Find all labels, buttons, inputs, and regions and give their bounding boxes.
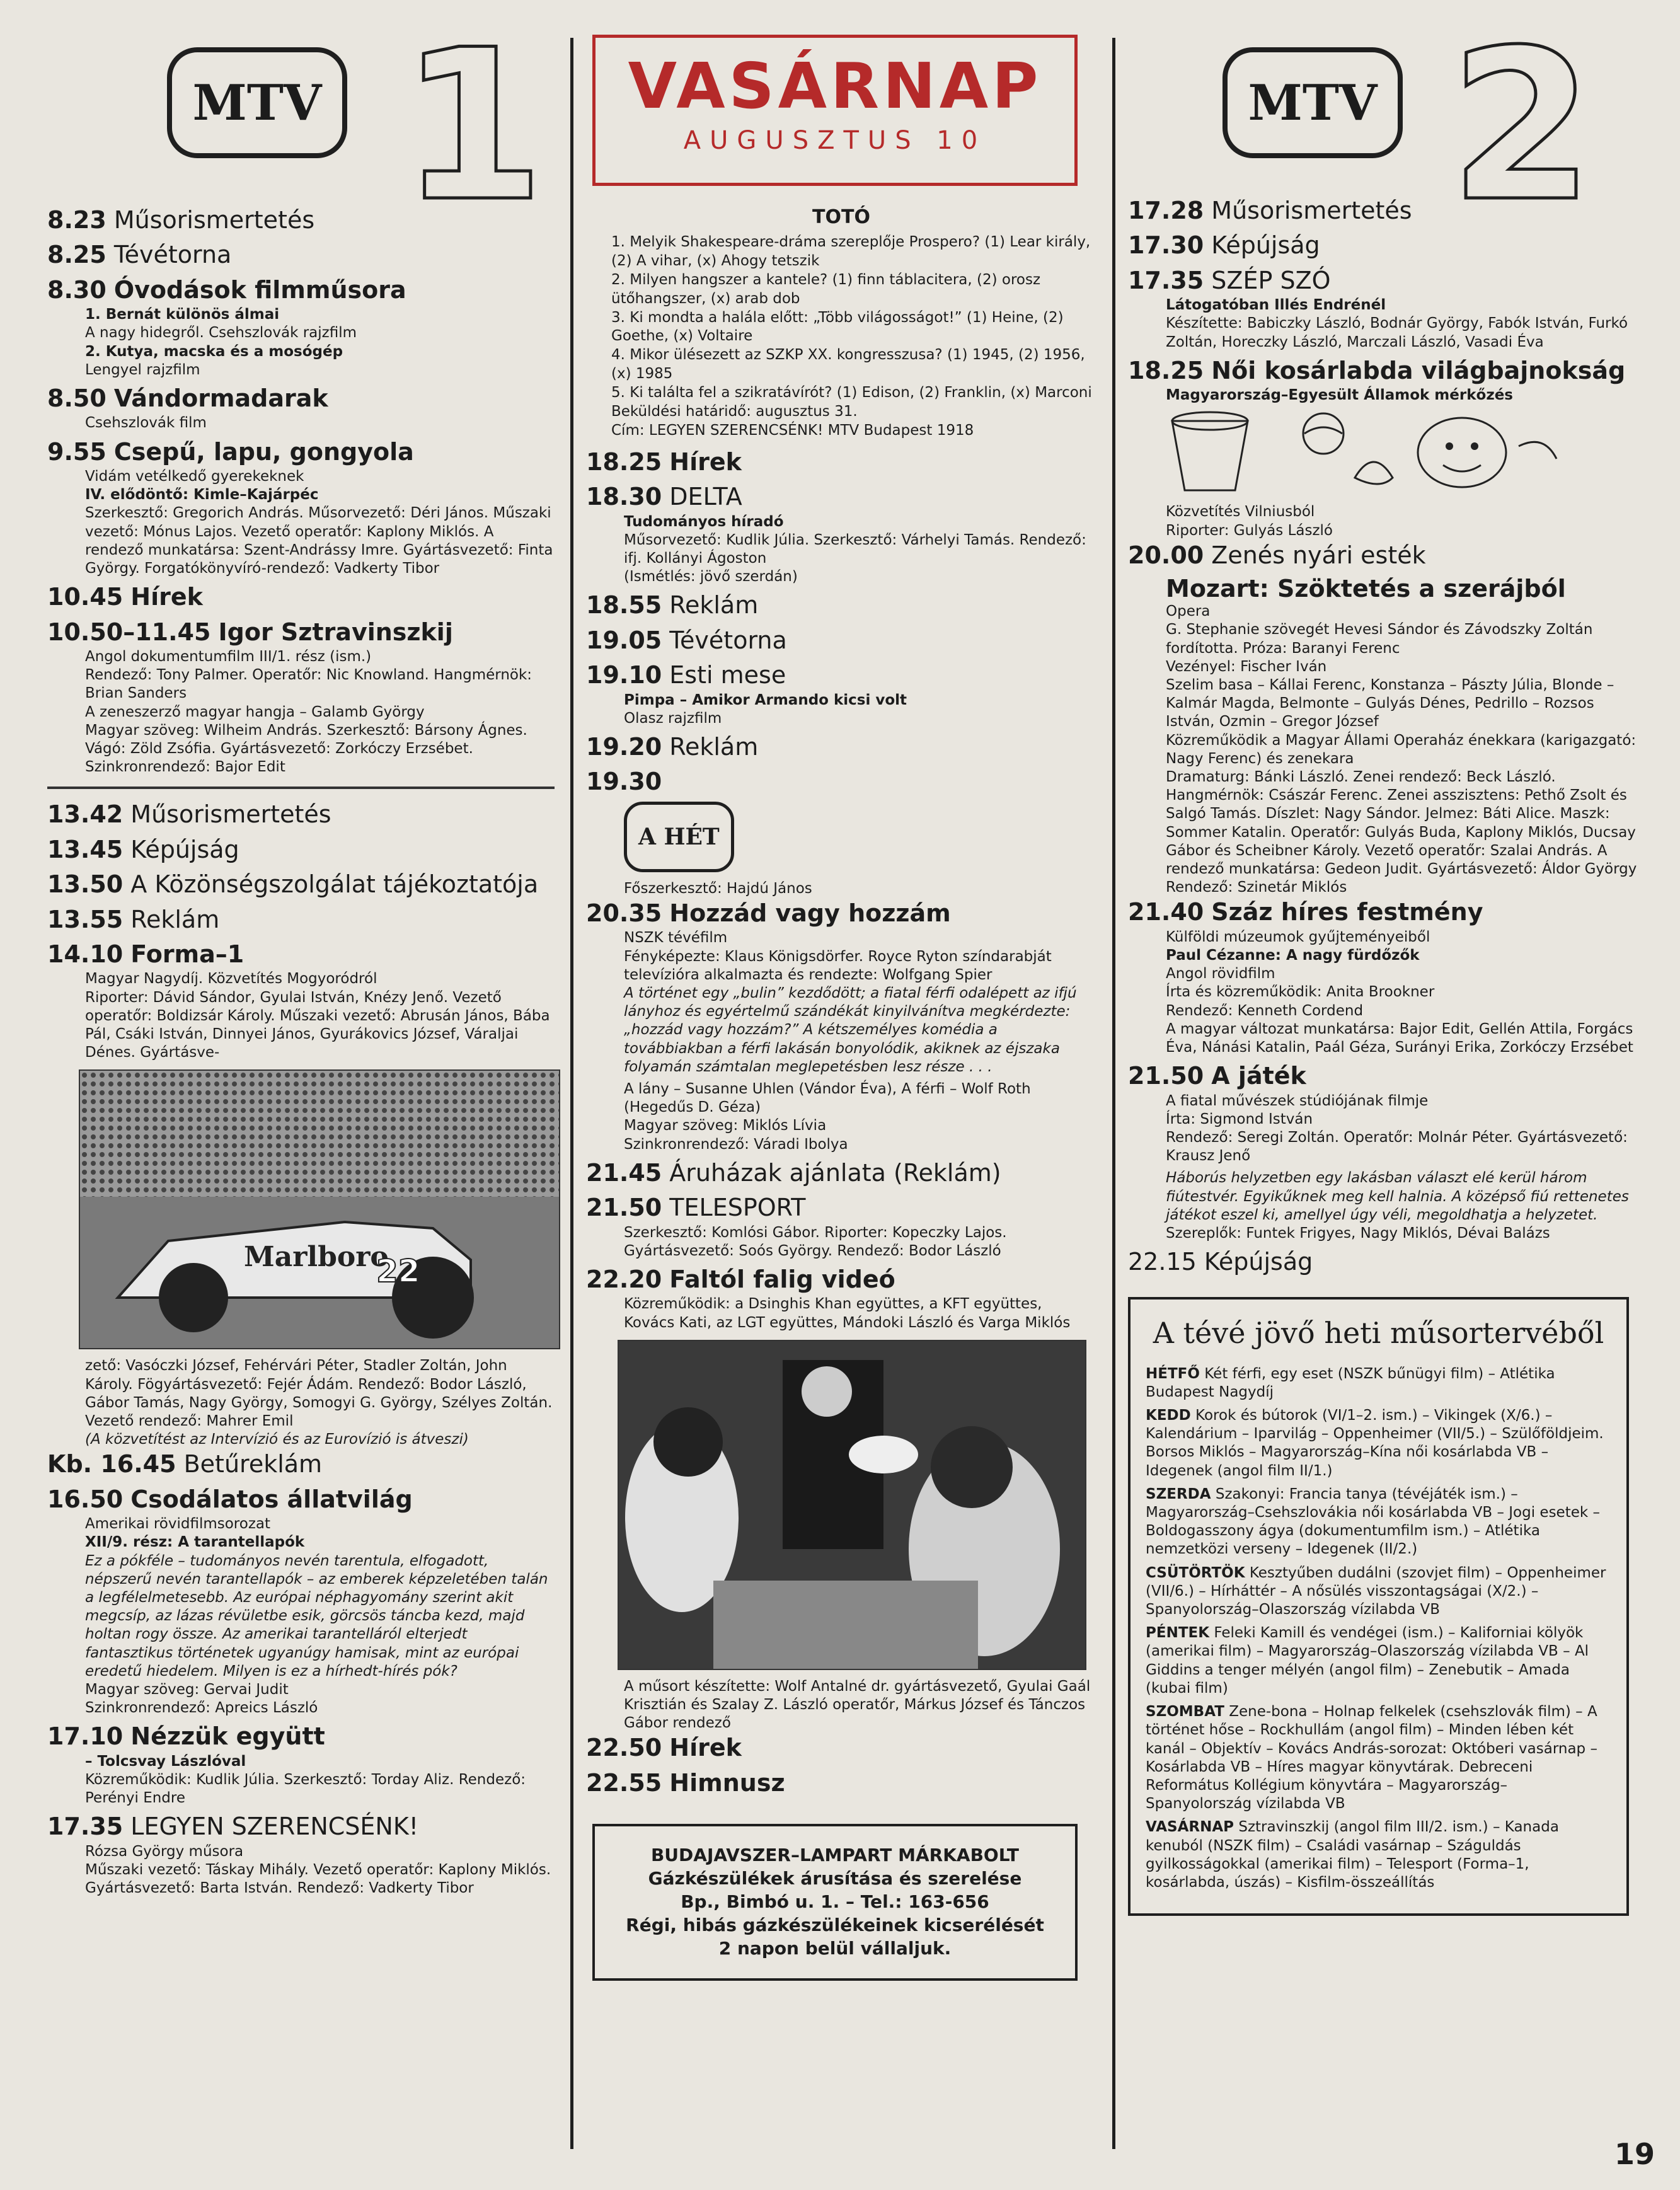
program-detail: Írta és közreműködik: Anita Brookner xyxy=(1166,984,1435,1001)
program-entry xyxy=(47,834,555,865)
program-time: 17.35 xyxy=(47,1813,124,1841)
program-time: 16.50 xyxy=(47,1485,124,1513)
program-title xyxy=(1128,897,1642,928)
program-time: 18.25 xyxy=(586,447,662,476)
program-detail: Paul Cézanne: A nagy fürdőzők xyxy=(1166,947,1420,964)
program-name: Reklám xyxy=(669,591,759,620)
program-time: 21.50 xyxy=(586,1194,662,1222)
program-entry xyxy=(47,582,555,613)
ahet-editor: Főszerkesztő: Hajdú János xyxy=(624,880,812,897)
program-detail: Riporter: Gulyás László xyxy=(1166,522,1333,539)
program-name: Faltól falig videó xyxy=(669,1265,895,1293)
program-name: Esti mese xyxy=(669,661,786,689)
next-week-day xyxy=(1146,1407,1611,1480)
program-name: Óvodások filmműsora xyxy=(113,275,406,304)
program-name: Műsorismertetés xyxy=(113,206,315,234)
date-label: AUGUSZTUS 10 xyxy=(683,126,987,155)
program-detail: A magyar változat munkatársa: Bajor Edit, Gellén Attila, Forgács Éva, Nánási Katalin, Paál Géza, Surányi Erika, Zorkóczy Erzsébet xyxy=(1166,1020,1633,1056)
day-programs: Kesztyűben dudálni (szovjet film) – Oppenheimer (VII/6.) – Hírháttér – A nősülés visszontagságai (X/2.) – Spanyolország–Olaszország vízilabda VB xyxy=(1146,1564,1606,1618)
program-title xyxy=(1128,265,1642,296)
toto-quiz xyxy=(611,205,1096,441)
program-time: 18.30 xyxy=(586,483,662,511)
program-title xyxy=(586,660,1096,691)
program-list-evening xyxy=(47,1449,555,1898)
program-name: Betűreklám xyxy=(183,1450,323,1478)
program-detail: Riporter: Dávid Sándor, Gyulai István, Knézy Jenő. Vezető operatőr: Boldizsár Károly. Műszaki vezető: Abrusán János, Bába Pál, Csáki István, Dinnyei János, Gyurákovics József, Váraljai Dénes. Gyártásve- xyxy=(85,989,550,1061)
program-entry xyxy=(586,625,1096,656)
mozart-block xyxy=(1166,575,1642,602)
program-entry xyxy=(1128,1061,1642,1165)
column-divider-left xyxy=(570,38,573,2149)
program-time: 19.20 xyxy=(586,732,662,761)
ad-line: Régi, hibás gázkészülékeinek kicserélését xyxy=(626,1915,1044,1936)
program-title xyxy=(586,590,1096,621)
toto-question: 4. Mikor ülésezett az SZKP XX. kongresszusa? (1) 1945, (2) 1956, (x) 1985 xyxy=(611,347,1085,383)
program-detail: Magyarország–Egyesült Államok mérkőzés xyxy=(1166,387,1513,404)
program-detail: A lány – Susanne Uhlen (Vándor Éva), A férfi – Wolf Roth (Hegedűs D. Géza) xyxy=(624,1080,1031,1116)
program-entry xyxy=(47,799,555,830)
day-programs: Korok és bútorok (VI/1–2. ism.) – Vikingek (X/6.) – Kalendárium – Iparvilág – Oppenheimer (VII/5.) – Szülőföldjeim. Borsos Miklós – Magyarország–Kína női kosárlabda VB – Idegenek (angol film II/1.) xyxy=(1146,1407,1604,1479)
next-week-day xyxy=(1146,1485,1611,1559)
program-title xyxy=(47,383,555,414)
program-detail: – Tolcsvay Lászlóval xyxy=(85,1753,246,1770)
mozart-title: Mozart: Szöktetés a szerájból xyxy=(1166,575,1566,603)
program-name: A játék xyxy=(1211,1062,1306,1090)
program-time: 8.23 xyxy=(47,206,106,234)
next-week-day xyxy=(1146,1564,1611,1620)
program-name: Hírek xyxy=(669,447,742,476)
program-detail: Dramaturg: Bánki László. Zenei rendező: Beck László. Hangmérnök: Császár Ferenc. Zenei asszisztens: Pethő Zsolt és Salgó Tamás. Díszlet: Nagy Sándor. Jelmez: Báti Alice. Maszk: Sommer Katalin. Operatőr: Gulyás Buda, Kaplony Miklós, Ducsay Gábor és Scheibner Károly. Vezető operatőr: Szalai András. A rendező munkatársa: Gedeon Judit. Gyártásvezető: Áldor György xyxy=(1166,769,1637,878)
program-time: 13.50 xyxy=(47,870,124,899)
program-name: Hozzád vagy hozzám xyxy=(669,899,951,927)
program-entry xyxy=(47,1484,555,1718)
restaurant-scene-image xyxy=(619,1341,1085,1669)
day-programs: Sztravinszkij (angol film III/2. ism.) – Kanada kenuból (NSZK film) – Családi vasárnap – Száguldás gyilkosságokkal (amerikai film) – Telesport (Forma–1, kosárlabda, úszás) – Kisfilm-összeállítás xyxy=(1146,1819,1559,1891)
program-detail: Magyar szöveg: Miklós Lívia xyxy=(624,1117,827,1134)
program-time: 20.35 xyxy=(586,899,662,927)
program-entry xyxy=(586,481,1096,586)
program-title xyxy=(586,732,1096,763)
race-car-image xyxy=(80,1071,559,1348)
program-list-morning xyxy=(47,205,555,776)
program-entry xyxy=(586,1158,1096,1189)
program-detail: Szerkesztő: Komlósi Gábor. Riporter: Kopeczky Lajos. Gyártásvezető: Soós György. Rendező: Bodor László xyxy=(624,1224,1007,1259)
program-entry xyxy=(1128,540,1642,571)
program-title xyxy=(47,939,555,970)
program-entry xyxy=(586,660,1096,728)
program-time: 8.50 xyxy=(47,384,106,412)
program-title xyxy=(586,1158,1096,1189)
program-time: 9.55 xyxy=(47,437,106,466)
program-name: SZÉP SZÓ xyxy=(1211,266,1331,294)
program-entry xyxy=(1128,265,1642,352)
channel-number: 2 xyxy=(1449,5,1594,247)
program-name: Műsorismertetés xyxy=(130,800,331,829)
program-entry xyxy=(586,590,1096,621)
program-title xyxy=(586,447,1096,478)
program-detail: Rendező: Seregi Zoltán. Operatőr: Molnár Péter. Gyártásvezető: Krausz Jenő xyxy=(1166,1129,1628,1165)
program-detail: Lengyel rajzfilm xyxy=(85,361,200,378)
formula1-photo xyxy=(79,1069,560,1349)
a-het-logo: A HÉT xyxy=(624,802,734,872)
next-week-list xyxy=(1146,1365,1611,1892)
program-detail: Közreműködik a Magyar Állami Operaház énekkara (karigazgató: Nagy Ferenc) és zenekara xyxy=(1166,732,1637,767)
next-week-day xyxy=(1146,1365,1611,1402)
program-time: 8.25 xyxy=(47,241,106,269)
video-show-photo xyxy=(618,1340,1086,1670)
program-entry xyxy=(47,437,555,579)
program-time: 18.55 xyxy=(586,591,662,620)
program-detail: Fényképezte: Klaus Königsdörfer. Royce Ryton színdarabját televízióra alkalmazta és rendezte: Wolfgang Spier xyxy=(624,948,1052,983)
program-detail: Angol rövidfilm xyxy=(1166,965,1275,983)
program-title xyxy=(586,898,1096,929)
program-name: A Közönségszolgálat tájékoztatója xyxy=(130,870,539,899)
program-detail: Olasz rajzfilm xyxy=(624,710,722,727)
program-time: 13.55 xyxy=(47,905,124,933)
program-detail: Műsorvezető: Kudlik Júlia. Szerkesztő: Várhelyi Tamás. Rendező: ifj. Kollányi Ágoston xyxy=(624,531,1086,567)
ad-line: BUDAJAVSZER–LAMPART MÁRKABOLT xyxy=(650,1845,1020,1866)
program-name: Női kosárlabda világbajnokság xyxy=(1211,356,1626,384)
program-title xyxy=(1128,1061,1642,1092)
program-time: 10.50–11.45 xyxy=(47,618,211,646)
program-title xyxy=(47,617,555,648)
next-week-day xyxy=(1146,1624,1611,1698)
ad-line: 2 napon belül vállaljuk. xyxy=(718,1937,952,1959)
program-entry xyxy=(586,1192,1096,1260)
program-entry xyxy=(47,939,555,1062)
program-title xyxy=(47,437,555,468)
day-name: KEDD xyxy=(1146,1407,1191,1424)
program-detail: Pimpa – Amikor Armando kicsi volt xyxy=(624,691,907,708)
program-entry xyxy=(586,732,1096,763)
program-detail: Szerkesztő: Gregorich András. Műsorvezető: Déri János. Műszaki vezető: Mónus Lajos. Vezető operatőr: Kaplony Miklós. A rendező munkatársa: Szent-Andrássy Imre. Gyártásvezető: Finta György. Forgatókönyvíró-rendező: Vadkerty Tibor xyxy=(85,505,553,577)
program-time: 21.45 xyxy=(586,1158,662,1187)
program-time: 20.00 xyxy=(1128,541,1204,569)
program-detail: A fiatal művészek stúdiójának filmje xyxy=(1166,1092,1429,1109)
basketball-illustration xyxy=(1166,408,1642,503)
program-detail: Szelim basa – Kállai Ferenc, Konstanza – Pászty Júlia, Blonde – Kalmár Magda, Belmonte – Gulyás Dénes, Pedrillo – Rozsos István, Ozmin – Gregor József xyxy=(1166,676,1614,730)
program-entry xyxy=(47,1811,555,1898)
page-number: 19 xyxy=(1614,2137,1655,2171)
next-week-title: A tévé jövő heti műsortervéből xyxy=(1153,1315,1604,1350)
toto-question: 3. Ki mondta a halála előtt: „Több világosságot!” (1) Heine, (2) Goethe, (x) Voltaire xyxy=(611,309,1064,345)
program-list-b xyxy=(1128,540,1642,571)
program-detail: Írta: Sigmond István xyxy=(1166,1110,1313,1127)
program-detail: Közvetítés Vilniusból xyxy=(1166,504,1315,521)
cartoon-drawing xyxy=(1166,408,1620,503)
program-name: Száz híres festmény xyxy=(1211,898,1483,926)
program-title xyxy=(47,799,555,830)
program-time: 22.20 xyxy=(586,1265,662,1293)
program-entry xyxy=(586,1732,1096,1763)
day-name: VASÁRNAP xyxy=(1146,1819,1234,1836)
day-programs: Zene-bona – Holnap felkelek (csehszlovák film) – A történet hőse – Rockhullám (angol film) – Minden lében két kanál – Objektív – Kovács András-sorozat: Októberi vasárnap – Kosárlabda VB – Híres magyar könyvtárak. Debreceni Református Kollégium könyvtára – Magyarország–Spanyolország vízilabda VB xyxy=(1146,1703,1597,1813)
program-time: 19.05 xyxy=(586,626,662,654)
program-time: 21.50 xyxy=(1128,1062,1204,1090)
toto-questions xyxy=(611,233,1096,441)
film-synopsis: A történet egy „bulin” kezdődött; a fiatal férfi odalépett az ifjú lányhoz és egyértelmű szándékát kinyilvánítva megkérdezte: „hozzád vagy hozzám?” A kétszemélyes komédia a továbbiakban a férfi lakásán bonyolódik, akiknek az éjszaka folyamán számtalan meglepetésben lesz része . . . xyxy=(624,984,1077,1075)
program-title xyxy=(1128,540,1642,571)
program-time: 8.30 xyxy=(47,275,106,304)
day-name: SZERDA xyxy=(1146,1485,1211,1502)
program-name: Igor Sztravinszkij xyxy=(218,618,453,646)
program-name: Vándormadarak xyxy=(113,384,328,412)
program-name: Forma–1 xyxy=(130,940,245,968)
program-entry xyxy=(47,904,555,935)
program-name: DELTA xyxy=(669,483,742,511)
program-list-evening-2 xyxy=(586,898,1096,1332)
program-detail: Műszaki vezető: Táskay Mihály. Vezető operatőr: Kaplony Miklós. Gyártásvezető: Barta István. Rendező: Vadkerty Tibor xyxy=(85,1861,551,1897)
day-programs: Szakonyi: Francia tanya (tévéjáték ism.) – Magyarország–Csehszlovákia női kosárlabda VB – Jogi esetek – Boldogasszony ágya (dokumentumfilm ism.) – Atlétika nemzetközi verseny – Idegenek (II/2.) xyxy=(1146,1485,1600,1558)
program-title xyxy=(586,1732,1096,1763)
program-title xyxy=(47,1484,555,1515)
program-detail: Magyar szöveg: Wilheim András. Szerkesztő: Bársony Ágnes. Vágó: Zöld Zsófia. Gyártásvezető: Zorkóczy Erzsébet. Szinkronrendező: Bajor Edit xyxy=(85,722,527,776)
day-programs: Két férfi, egy eset (NSZK bűnügyi film) – Atlétika Budapest Nagydíj xyxy=(1146,1365,1555,1400)
next-week-day xyxy=(1146,1818,1611,1892)
program-name: Tévétorna xyxy=(669,626,787,654)
program-name: Reklám xyxy=(130,905,220,933)
program-detail: Rózsa György műsora xyxy=(85,1843,244,1860)
ad-line: Bp., Bimbó u. 1. – Tel.: 163-656 xyxy=(681,1891,989,1913)
program-title xyxy=(47,275,555,306)
program-name: Tévétorna xyxy=(113,241,232,269)
program-entry xyxy=(47,1721,555,1807)
program-entry xyxy=(1128,897,1642,1057)
program-detail: Angol dokumentumfilm III/1. rész (ism.) xyxy=(85,648,372,665)
program-list-c xyxy=(1128,897,1642,1165)
advertisement-box xyxy=(592,1824,1078,1981)
tarantella-synopsis: Ez a pókféle – tudományos nevén tarentula, elfogadott, népszerű nevén tarantellapók – az emberek képzeletében talán a legfélelmetesebb. Az európai néphagyomány szerint akit megcsíp, az lázas révületbe esik, görcsös táncba kezd, majd holtan rogy össze. Az amerikai tarantelláról elterjedt fantasztikus történetek ugyanúgy hamisak, mint az európai eredetű hiedelem. Milyen is ez a hírhedt-hírés pók? xyxy=(85,1552,548,1680)
program-title xyxy=(1128,355,1642,386)
program-title xyxy=(47,869,555,900)
program-detail: Csehszlovák film xyxy=(85,415,207,432)
program-name: Hírek xyxy=(669,1734,742,1762)
program-entry xyxy=(1128,355,1642,405)
section-divider xyxy=(47,787,555,789)
program-detail: Amerikai rövidfilmsorozat xyxy=(85,1516,271,1533)
program-name: Nézzük együtt xyxy=(130,1722,325,1751)
channel-number: 1 xyxy=(400,5,545,247)
program-name: Zenés nyári esték xyxy=(1211,541,1426,569)
program-detail: A nagy hidegről. Csehszlovák rajzfilm xyxy=(85,325,357,342)
program-time: 19.10 xyxy=(586,661,662,689)
program-list-late xyxy=(586,1732,1096,1799)
program-time: 22.55 xyxy=(586,1768,662,1797)
day-programs: Feleki Kamill és vendégei (ism.) – Kaliforniai kölyök (amerikai film) – Magyarország–Olaszország vízilabda VB – Al Giddins a tenger mélyén (angol film) – Zenebutik – Amada (kubai film) xyxy=(1146,1625,1589,1697)
program-list-evening-1 xyxy=(586,447,1096,763)
channel2-column xyxy=(1128,5,1642,1916)
day-name: CSÜTÖRTÖK xyxy=(1146,1564,1245,1581)
program-entry xyxy=(586,447,1096,478)
program-entry xyxy=(47,383,555,433)
day-name: PÉNTEK xyxy=(1146,1625,1210,1642)
program-detail: Szinkronrendező: Váradi Ibolya xyxy=(624,1136,848,1153)
program-detail: G. Stephanie szövegét Hevesi Sándor és Závodszky Zoltán fordította. Próza: Baranyi Ferenc xyxy=(1166,621,1593,657)
ad-line: Gázkészülékek árusítása és szerelése xyxy=(648,1868,1022,1889)
program-detail: IV. elődöntő: Kimle–Kajárpéc xyxy=(85,487,319,504)
program-title xyxy=(586,625,1096,656)
program-time: 18.25 xyxy=(1128,356,1204,384)
toto-question: Beküldési határidő: augusztus 31. xyxy=(611,403,858,420)
program-time: 13.45 xyxy=(47,835,124,863)
program-detail: Vidám vetélkedő gyerekeknek xyxy=(85,468,304,485)
program-detail: 1. Bernát különös álmai xyxy=(85,306,280,323)
mtv-logo: MTV xyxy=(167,47,347,158)
program-detail: Rendező: Szinetár Miklós xyxy=(1166,879,1347,896)
toto-question: 1. Melyik Shakespeare-dráma szereplője Prospero? (1) Lear király, (2) A vihar, (x) Ahogy tetszik xyxy=(611,234,1091,269)
program-name: Csodálatos állatvilág xyxy=(130,1485,413,1513)
basketball-details xyxy=(1128,503,1642,539)
column-divider-right xyxy=(1112,38,1115,2149)
program-name: Csepű, lapu, gongyola xyxy=(113,437,414,466)
program-time: 10.45 xyxy=(47,583,124,611)
program-detail: (Ismétlés: jövő szerdán) xyxy=(624,568,798,585)
program-detail: 2. Kutya, macska és a mosógép xyxy=(85,343,343,360)
program-detail: Készítette: Babiczky László, Bodnár György, Fabók István, Furkó Zoltán, Horeczky László, Marczali László, Vasadi Éva xyxy=(1166,315,1628,350)
toto-question: 2. Milyen hangszer a kantele? (1) finn táblacitera, (2) orosz ütőhangszer, (x) arab dob xyxy=(611,271,1041,307)
program-time: 17.30 xyxy=(1128,231,1204,260)
program-title xyxy=(47,1721,555,1752)
car-number: 22 xyxy=(376,1253,420,1290)
program-entry xyxy=(47,617,555,777)
day-title: VASÁRNAP xyxy=(628,49,1042,123)
program-name: Himnusz xyxy=(669,1768,785,1797)
program-name: Áruházak ajánlata (Reklám) xyxy=(669,1158,1001,1187)
toto-question: Cím: LEGYEN SZERENCSÉNK! MTV Budapest 1918 xyxy=(611,422,974,439)
program-detail: Közreműködik: a Dsinghis Khan együttes, a KFT együttes, Kovács Kati, az LGT együttes, Mándoki László és Varga Miklós xyxy=(624,1296,1071,1331)
broadcast-note: (A közvetítést az Intervízió és az Eurovízió is átveszi) xyxy=(85,1431,469,1448)
jatek-synopsis: Háborús helyzetben egy lakásban választ elé kerül három fiútestvér. Egyikűknek meg kell halnia. A középső fiú rettenetes játékot eszel ki, amellyel úgy véli, megoldhatja a helyzetet. xyxy=(1166,1170,1629,1223)
photo-caption: zető: Vasóczki József, Fehérvári Péter, Stadler Zoltán, John Károly. Fögyártásvezető: Fejér Ádám. Rendező: Bodor László, Gábor Tamás, Nagy György, Somogyi G. György, Szélyes Zoltán. Vezető rendező: Mahrer Emil xyxy=(85,1357,553,1429)
program-entry xyxy=(586,898,1096,1076)
program-name: Képújság xyxy=(130,835,239,863)
program-detail: Közreműködik: Kudlik Júlia. Szerkesztő: Torday Aliz. Rendező: Perényi Endre xyxy=(85,1771,526,1807)
program-name: Képújság xyxy=(1211,231,1320,260)
program-detail: Opera xyxy=(1166,603,1211,620)
program-list-afternoon xyxy=(47,799,555,1062)
car-sponsor-label: Marlboro xyxy=(244,1241,389,1274)
program-entry xyxy=(47,275,555,379)
program-time: 13.42 xyxy=(47,800,124,829)
program-entry xyxy=(47,1449,555,1480)
program-title xyxy=(47,904,555,935)
program-detail: A zeneszerző magyar hangja – Galamb György xyxy=(85,703,425,720)
program-time: 14.10 xyxy=(47,940,124,968)
program-detail: Látogatóban Illés Endrénél xyxy=(1166,297,1386,314)
next-week-day xyxy=(1146,1703,1611,1813)
program-time: 17.10 xyxy=(47,1722,124,1751)
program-entry xyxy=(47,869,555,900)
program-title xyxy=(586,481,1096,512)
day-name: HÉTFŐ xyxy=(1146,1365,1200,1382)
mozart-details xyxy=(1128,602,1642,897)
program-title xyxy=(586,1192,1096,1223)
program-name: Műsorismertetés xyxy=(1211,197,1412,224)
program-title xyxy=(47,834,555,865)
photo-caption: A műsort készítette: Wolf Antalné dr. gyártásvezető, Gyulai Gaál Krisztián és Szalay Z. László operatőr, Márkus József és Tánczos Gábor rendező xyxy=(624,1678,1091,1732)
program-name: TELESPORT xyxy=(669,1194,806,1222)
program-detail: NSZK tévéfilm xyxy=(624,930,728,947)
program-entry xyxy=(586,1264,1096,1332)
mtv-logo: MTV xyxy=(1223,47,1403,158)
program-time: 17.35 xyxy=(1128,266,1204,294)
ahet-time: 19.30 xyxy=(586,768,662,796)
program-title xyxy=(47,582,555,613)
program-entry xyxy=(586,1768,1096,1799)
program-detail: Magyar Nagydíj. Közvetítés Mogyoródról xyxy=(85,971,377,988)
program-title xyxy=(47,1449,555,1480)
toto-title: TOTÓ xyxy=(812,206,870,228)
program-time: 21.40 xyxy=(1128,898,1204,926)
program-title xyxy=(586,1768,1096,1799)
program-name: Hírek xyxy=(130,583,203,611)
program-detail: Tudományos híradó xyxy=(624,513,784,530)
program-detail: Külföldi múzeumok gyűjteményeiből xyxy=(1166,928,1430,945)
toto-question: 5. Ki találta fel a szikratávírót? (1) Edison, (2) Franklin, (x) Marconi xyxy=(611,384,1092,401)
program-time: 17.28 xyxy=(1128,197,1204,224)
jatek-cast: Szereplők: Funtek Frigyes, Nagy Miklós, Dévai Balázs xyxy=(1166,1225,1550,1242)
day-header-box xyxy=(592,35,1078,186)
program-detail: Rendező: Tony Palmer. Operatőr: Nic Knowland. Hangmérnök: Brian Sanders xyxy=(85,667,532,702)
sunday-column xyxy=(586,35,1096,1981)
program-title xyxy=(586,1264,1096,1295)
next-week-box xyxy=(1128,1297,1629,1916)
program-detail: Rendező: Kenneth Cordend xyxy=(1166,1002,1364,1019)
program-time: 22.50 xyxy=(586,1734,662,1762)
program-detail: XII/9. rész: A tarantellapók xyxy=(85,1534,305,1551)
program-time: Kb. 16.45 xyxy=(47,1450,176,1478)
program-entry xyxy=(586,1080,1096,1154)
program-name: Reklám xyxy=(669,732,759,761)
program-title xyxy=(47,1811,555,1842)
day-name: SZOMBAT xyxy=(1146,1703,1224,1720)
program-name: LEGYEN SZERENCSÉNK! xyxy=(130,1813,419,1841)
program-title: 22.15 Képújság xyxy=(1128,1248,1313,1276)
tarantella-credits: Magyar szöveg: Gervai Judit Szinkronrendező: Apreics László xyxy=(85,1681,318,1717)
channel1-column xyxy=(47,5,555,1901)
program-detail: Vezényel: Fischer Iván xyxy=(1166,658,1327,675)
